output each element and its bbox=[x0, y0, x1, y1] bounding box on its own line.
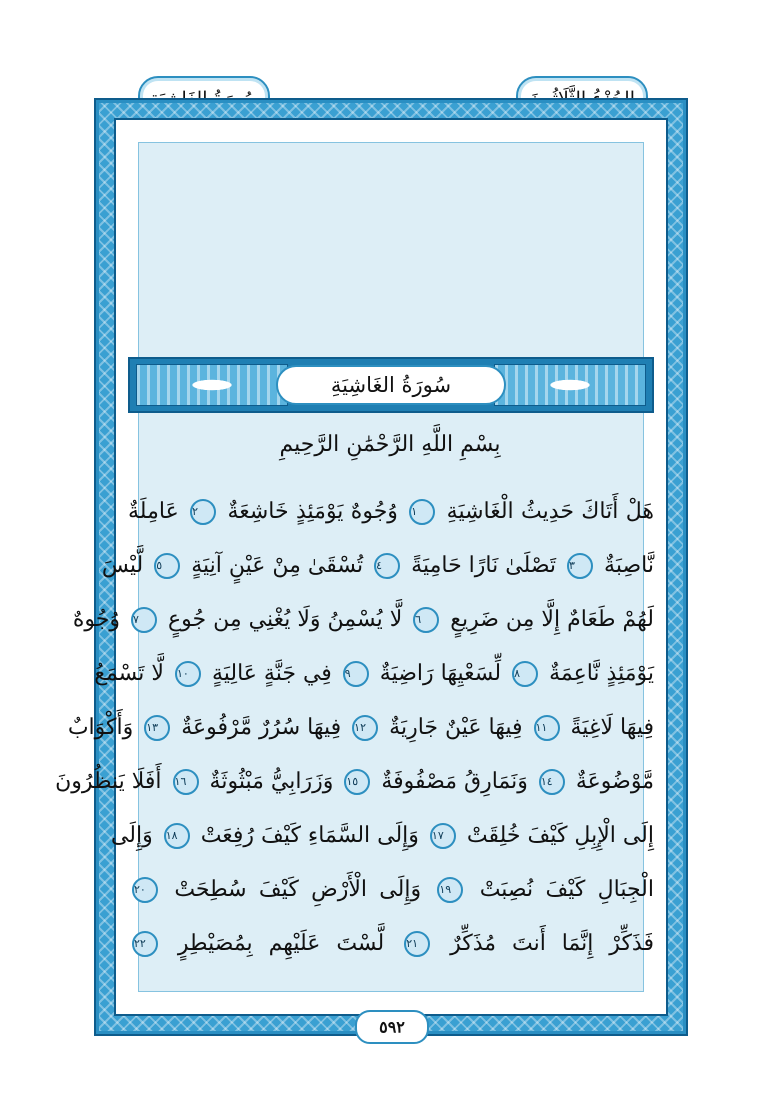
verse-line bbox=[128, 922, 654, 976]
ayah-number-marker: ١٦ bbox=[173, 769, 199, 795]
verse-line bbox=[101, 544, 654, 598]
verse-text: أَفَلَا يَنظُرُونَ bbox=[55, 769, 162, 794]
verse-text: الْجِبَالِ كَيْفَ نُصِبَتْ bbox=[479, 877, 654, 902]
basmala: بِسْمِ اللَّهِ الرَّحْمَٰنِ الرَّحِيمِ bbox=[279, 432, 501, 457]
ayah-number-marker: ٢١ bbox=[404, 931, 430, 957]
ayah-number-marker: ٦ bbox=[413, 607, 439, 633]
verses-block bbox=[55, 490, 654, 976]
ayah-number-marker: ١ bbox=[409, 499, 435, 525]
verse-line bbox=[67, 706, 654, 760]
ayah-number-marker: ١١ bbox=[534, 715, 560, 741]
verse-text: يَوْمَئِذٍ نَّاعِمَةٌ bbox=[549, 661, 654, 686]
ayah-number-marker: ٣ bbox=[567, 553, 593, 579]
ayah-number-marker: ٩ bbox=[343, 661, 369, 687]
verse-line bbox=[110, 814, 654, 868]
banner-ornament-right bbox=[494, 364, 646, 406]
verse-text: لِّسَعْيِهَا رَاضِيَةٌ bbox=[379, 661, 502, 686]
ayah-number-marker: ١٣ bbox=[144, 715, 170, 741]
verse-text: فِيهَا سُرُرٌ مَّرْفُوعَةٌ bbox=[181, 715, 342, 740]
page-number: ٥٩٢ bbox=[379, 1017, 405, 1037]
verse-text: وُجُوهٌ bbox=[72, 607, 121, 632]
ayah-number-marker: ٨ bbox=[512, 661, 538, 687]
verse-text: إِلَى الْإِبِلِ كَيْفَ خُلِقَتْ bbox=[466, 823, 654, 848]
surah-title: سُورَةُ الغَاشِيَةِ bbox=[330, 373, 452, 397]
surah-title-banner bbox=[128, 357, 654, 413]
verse-text: لَّا تَسْمَعُ bbox=[94, 661, 164, 686]
ayah-number-marker: ١٧ bbox=[430, 823, 456, 849]
verse-text: فِيهَا عَيْنٌ جَارِيَةٌ bbox=[389, 715, 523, 740]
ayah-number-marker: ٥ bbox=[154, 553, 180, 579]
verse-text: لَّا يُسْمِنُ وَلَا يُغْنِي مِن جُوعٍ bbox=[168, 607, 403, 632]
ayah-number-marker: ٧ bbox=[131, 607, 157, 633]
page-number-plate bbox=[355, 1010, 429, 1044]
verse-text: وُجُوهٌ يَوْمَئِذٍ خَاشِعَةٌ bbox=[227, 499, 398, 524]
verse-text: وَإِلَى الْأَرْضِ كَيْفَ سُطِحَتْ bbox=[174, 877, 422, 902]
ayah-number-marker: ٤ bbox=[374, 553, 400, 579]
verse-text: لَّيْسَ bbox=[101, 553, 144, 578]
ayah-number-marker: ١٥ bbox=[344, 769, 370, 795]
verse-text: فَذَكِّرْ إِنَّمَا أَنتَ مُذَكِّرٌ bbox=[450, 931, 654, 956]
verse-text: نَّاصِبَةٌ bbox=[604, 553, 654, 578]
verse-text: وَزَرَابِيُّ مَبْثُوثَةٌ bbox=[209, 769, 334, 794]
verse-line bbox=[94, 652, 654, 706]
verse-text: عَامِلَةٌ bbox=[128, 499, 179, 524]
verse-text: وَإِلَى السَّمَاءِ كَيْفَ رُفِعَتْ bbox=[200, 823, 419, 848]
ayah-number-marker: ١٩ bbox=[437, 877, 463, 903]
ayah-number-marker: ١٢ bbox=[352, 715, 378, 741]
verse-line bbox=[128, 490, 654, 544]
verse-line bbox=[55, 760, 654, 814]
ayah-number-marker: ١٠ bbox=[175, 661, 201, 687]
verse-line bbox=[128, 868, 654, 922]
verse-text: لَّسْتَ عَلَيْهِم بِمُصَيْطِرٍ bbox=[177, 931, 385, 956]
verse-text: فِيهَا لَاغِيَةً bbox=[570, 715, 654, 740]
banner-ornament-left bbox=[136, 364, 288, 406]
verse-text: وَنَمَارِقُ مَصْفُوفَةٌ bbox=[381, 769, 528, 794]
verse-text: وَإِلَى bbox=[110, 823, 153, 848]
verse-text: لَهُمْ طَعَامٌ إِلَّا مِن ضَرِيعٍ bbox=[450, 607, 654, 632]
ayah-number-marker: ٢ bbox=[190, 499, 216, 525]
surah-title-plate bbox=[276, 365, 506, 405]
ayah-number-marker: ٢٢ bbox=[132, 931, 158, 957]
verse-text: وَأَكْوَابٌ bbox=[67, 715, 134, 740]
verse-text: مَّوْضُوعَةٌ bbox=[575, 769, 654, 794]
verse-text: هَلْ أَتَاكَ حَدِيثُ الْغَاشِيَةِ bbox=[446, 499, 654, 524]
verse-line bbox=[72, 598, 654, 652]
verse-text: تُسْقَىٰ مِنْ عَيْنٍ آنِيَةٍ bbox=[191, 553, 364, 578]
verse-text: فِي جَنَّةٍ عَالِيَةٍ bbox=[211, 661, 332, 686]
ayah-number-marker: ١٨ bbox=[164, 823, 190, 849]
ayah-number-marker: ٢٠ bbox=[132, 877, 158, 903]
verse-text: تَصْلَىٰ نَارًا حَامِيَةً bbox=[411, 553, 557, 578]
ayah-number-marker: ١٤ bbox=[539, 769, 565, 795]
